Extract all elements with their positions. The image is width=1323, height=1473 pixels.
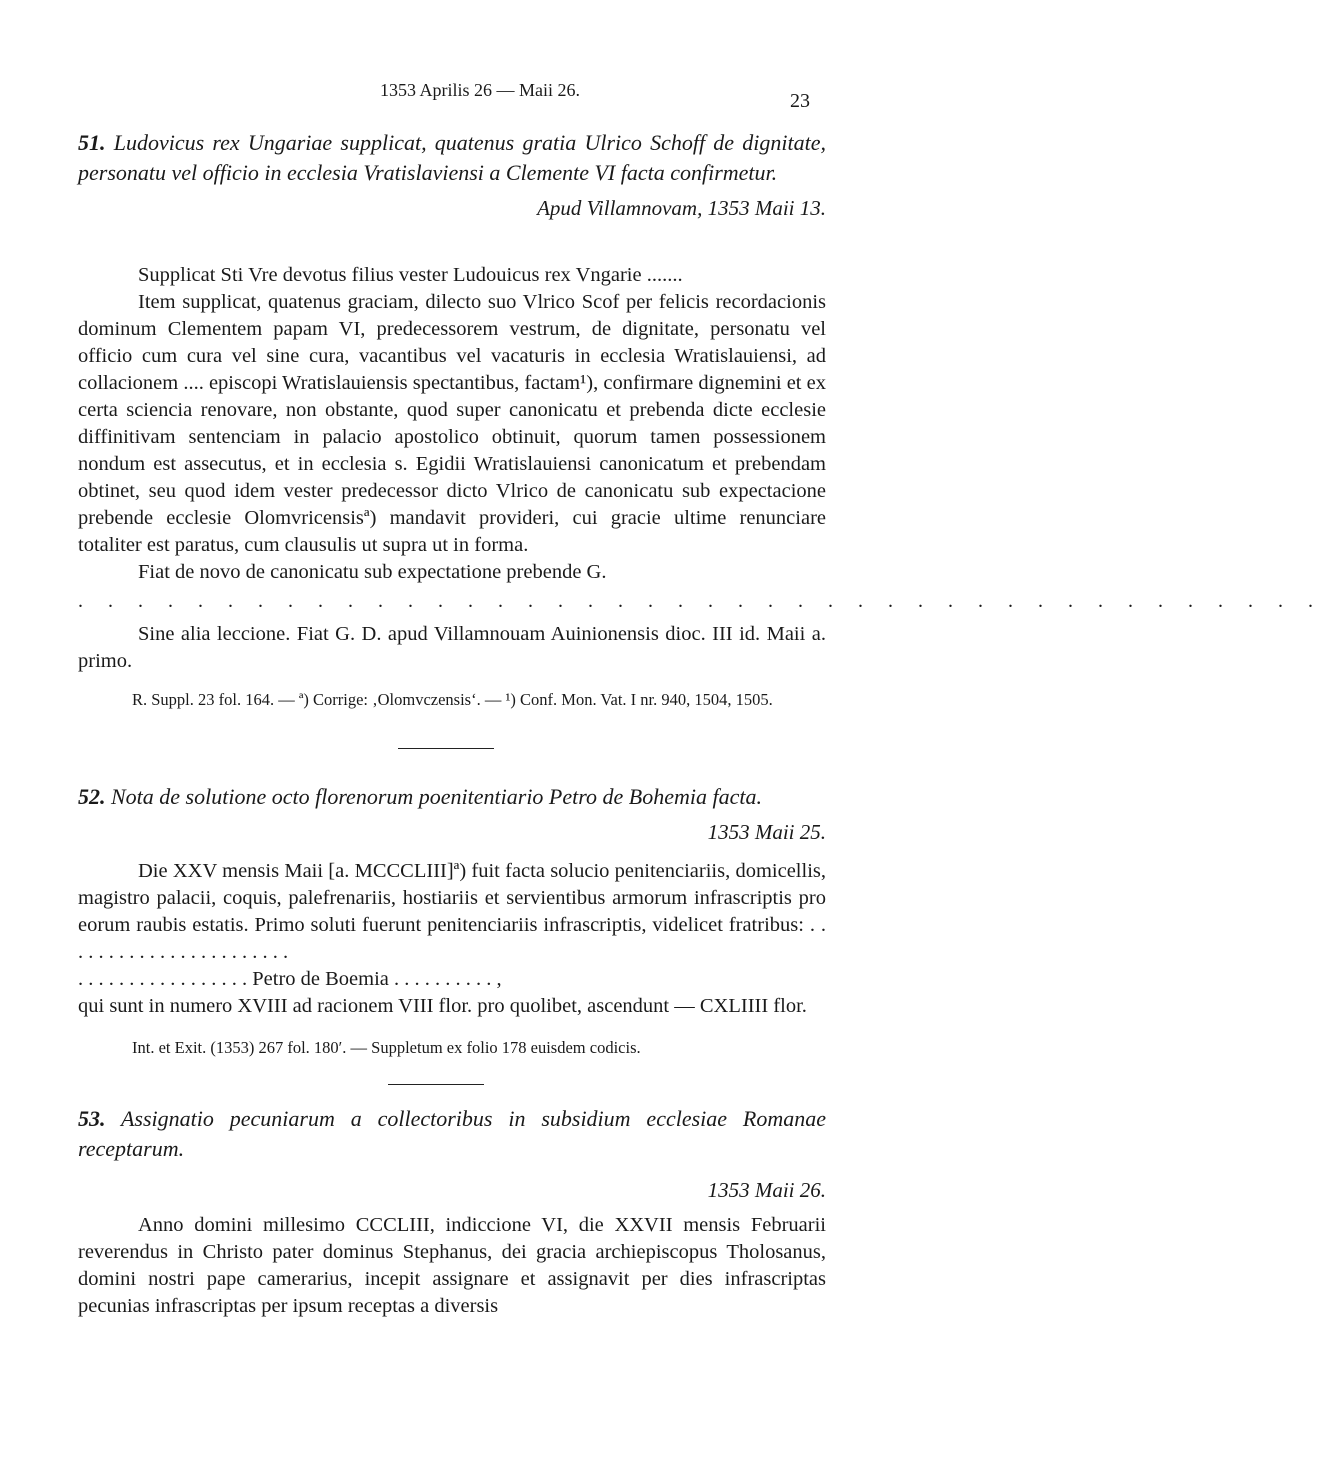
doc-51-footnote: R. Suppl. 23 fol. 164. — ª) Corrige: ‚Olomvczensis‘. — ¹) Conf. Mon. Vat. I nr. 940, 1504, 1505.: [132, 690, 773, 709]
document-53: [78, 1104, 826, 1203]
doc-51-paragraph-3: Fiat de novo de canonicatu sub expectatione prebende G.: [138, 561, 607, 583]
document-51: [78, 128, 826, 221]
doc-51-body: [78, 262, 1323, 675]
doc-51-number: 51.: [78, 130, 106, 155]
doc-52-body: [78, 858, 826, 1020]
doc-52-paragraph-1: Die XXV mensis Maii [a. MCCCLIII]ª) fuit facta solucio penitenciariis, domicellis, magistro palacii, coquis, palefrenariis, hostiariis et servientibus armorum infrascriptis pro eorum raubis estatis. Primo soluti fuerunt penitenciariis infrascriptis, videlicet fratribus: . . . . . . . . . . . . . . . . . . . . . . .: [78, 860, 826, 963]
doc-51-paragraph-4: Sine alia leccione. Fiat G. D. apud Villamnouam Auinionensis dioc. III id. Maii a. primo.: [78, 623, 826, 672]
section-divider-2: [388, 1084, 484, 1085]
document-52: [78, 782, 826, 845]
doc-53-paragraph-1: Anno domini millesimo CCCLIII, indiccione VI, die XXVII mensis Februarii reverendus in Christo pater dominus Stephanus, dei gracia archiepiscopus Tholosanus, domini nostri pape camerarius, incepit assignare et assignavit per dies infrascriptas pecunias infrascriptas per ipsum receptas a diversis: [78, 1214, 826, 1317]
doc-53-title: [78, 1104, 826, 1164]
doc-53-date: 1353 Maii 26.: [707, 1178, 826, 1202]
doc-53-title-text: Assignatio pecuniarum a collectoribus in subsidium ecclesiae Romanae receptarum.: [78, 1106, 826, 1161]
section-divider-1: [398, 748, 494, 749]
doc-53-body: [78, 1212, 826, 1320]
doc-51-footnote-block: [78, 688, 826, 712]
doc-52-date: 1353 Maii 25.: [707, 820, 826, 844]
doc-52-footnote: Int. et Exit. (1353) 267 fol. 180′. — Suppletum ex folio 178 euisdem codicis.: [132, 1038, 641, 1057]
doc-52-paragraph-2: . . . . . . . . . . . . . . . . . Petro de Boemia . . . . . . . . . . ,: [78, 968, 502, 990]
doc-51-title: [78, 128, 826, 188]
doc-52-title-text: Nota de solutione octo florenorum poenitentiario Petro de Bohemia facta.: [111, 784, 762, 809]
doc-52-number: 52.: [78, 784, 106, 809]
doc-51-date: Apud Villamnovam, 1353 Maii 13.: [537, 196, 826, 220]
doc-52-title: [78, 782, 826, 812]
doc-51-title-text: Ludovicus rex Ungariae supplicat, quatenus gratia Ulrico Schoff de dignitate, personatu vel officio in ecclesia Vratislaviensi a Clemente VI facta confirmetur.: [78, 130, 826, 185]
page-number: 23: [790, 90, 810, 112]
doc-51-ellipsis-line: . . . . . . . . . . . . . . . . . . . . . . . . . . . . . . . . . . . . . . . . . .: [78, 590, 1323, 612]
running-title: 1353 Aprilis 26 — Maii 26.: [379, 80, 580, 100]
running-head: [0, 80, 960, 112]
doc-52-footnote-block: [78, 1036, 826, 1060]
doc-53-number: 53.: [78, 1106, 106, 1131]
doc-51-paragraph-1: Supplicat Sti Vre devotus filius vester Ludouicus rex Vngarie .......: [138, 264, 683, 286]
doc-51-paragraph-2: Item supplicat, quatenus graciam, dilecto suo Vlrico Scof per felicis recordacionis dominum Clementem papam VI, predecessorem vestrum, de dignitate, personatu vel officio cum cura vel sine cura, vacantibus vel vacaturis in ecclesia Wratislauiensi, ad collacionem .... episcopi Wratislauiensis spectantibus, factam¹), confirmare dignemini et ex certa sciencia renovare, non obstante, quod super canonicatu et prebenda dicte ecclesie diffinitivam sentenciam in palacio apostolico obtinuit, quorum tamen possessionem nondum est assecutus, et in ecclesia s. Egidii Wratislauiensi canonicatum et prebendam obtinet, seu quod idem vester predecessor dicto Vlrico de canonicatu sub expectacione prebende ecclesie Olomvricensisª) mandavit provideri, cui gracie ultime renunciare totaliter est paratus, cum clausulis ut supra ut in forma.: [78, 291, 826, 556]
doc-52-paragraph-3: qui sunt in numero XVIII ad racionem VIII flor. pro quolibet, ascendunt — CXLIIII flor.: [78, 995, 807, 1017]
